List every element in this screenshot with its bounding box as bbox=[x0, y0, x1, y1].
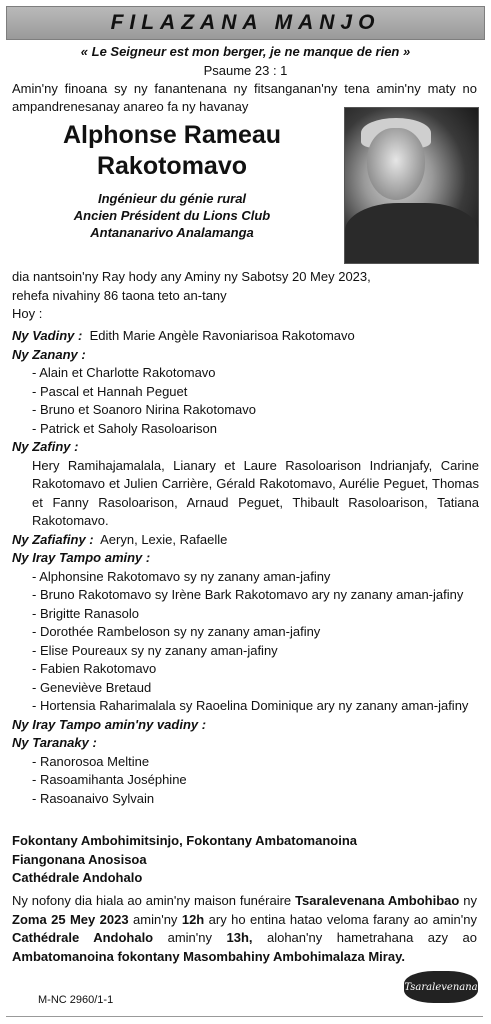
grandchildren-text: Hery Ramihajamalala, Lianary et Laure Rasoloarison Indrianjafy, Carine Rakotomavo et Julien Carrière, Gérald Rakotomavo, Aurélie Peguet, Thomas et Fanny Rasoloarison, Arnaud Peguet, Thibault Rasoloarison, Tatiana Rakotomavo. bbox=[32, 457, 479, 528]
title-line: Ingénieur du génie rural bbox=[97, 191, 247, 206]
list-item: - Dorothée Rambeloson sy ny zanany aman-jafiny bbox=[32, 624, 321, 639]
grandchildren-label: Ny Zafiny : bbox=[12, 439, 79, 454]
list-item: - Hortensia Raharimalala sy Raoelina Dominique ary ny zanany aman-jafiny bbox=[32, 698, 469, 713]
communities-section bbox=[12, 832, 479, 888]
intro-text: Amin'ny finoana sy ny fanantenana ny fitsanganan'ny tena amin'ny maty no ampandrenesanay anareo fa ny havanay bbox=[12, 81, 477, 114]
community-line: Cathédrale Andohalo bbox=[12, 870, 143, 885]
funeral-text: ny bbox=[459, 893, 477, 908]
funeral-text: Ny nofony dia hiala ao amin'ny maison funéraire bbox=[12, 893, 296, 908]
funeral-date: Zoma 25 Mey 2023 bbox=[12, 911, 129, 927]
family-section bbox=[12, 327, 479, 808]
spouse-value: Edith Marie Angèle Ravoniarisoa Rakotomavo bbox=[89, 328, 355, 343]
spouse-siblings-label: Ny Iray Tampo amin'ny vadiny : bbox=[12, 716, 207, 732]
funeral-details bbox=[12, 892, 477, 966]
funeral-home: Tsaralevenana Ambohibao bbox=[295, 893, 460, 908]
departure-time: 12h bbox=[181, 911, 205, 927]
children-label: Ny Zanany : bbox=[12, 346, 86, 362]
burial-place: Ambatomanoina fokontany Masombahiny Ambohimalaza Miray. bbox=[12, 948, 405, 964]
siblings-label: Ny Iray Tampo aminy : bbox=[12, 550, 151, 565]
title-line: Ancien Président du Lions Club bbox=[73, 208, 271, 223]
death-notice bbox=[12, 268, 479, 324]
photo-face-shape bbox=[367, 128, 425, 200]
community-line: Fokontany Ambohimitsinjo, Fokontany Ambatomanoina bbox=[12, 833, 357, 848]
bible-quote: « Le Seigneur est mon berger, je ne manque de rien » bbox=[80, 44, 411, 59]
list-item: - Elise Poureaux sy ny zanany aman-jafiny bbox=[32, 642, 278, 658]
bottom-divider bbox=[6, 1016, 483, 1017]
funeral-text: alohan'ny hametrahana azy ao bbox=[252, 930, 477, 945]
death-line: dia nantsoin'ny Ray hody any Aminy ny Sabotsy 20 Mey 2023, bbox=[12, 269, 371, 284]
list-item: - Bruno et Soanoro Nirina Rakotomavo bbox=[32, 402, 257, 417]
logo-text: Tsaralevenana bbox=[404, 981, 478, 993]
great-grandchildren-row bbox=[12, 531, 479, 550]
list-item: - Ranorosoa Meltine bbox=[32, 753, 150, 769]
list-item: - Bruno Rakotomavo sy Irène Bark Rakotomavo ary ny zanany aman-jafiny bbox=[32, 587, 464, 602]
community-line: Fiangonana Anosisoa bbox=[12, 851, 147, 867]
deceased-first-name: Alphonse Rameau bbox=[62, 121, 282, 149]
list-item: - Geneviève Bretaud bbox=[32, 679, 152, 695]
age-line: rehefa nivahiny 86 taona teto an-tany bbox=[12, 287, 227, 303]
great-grandchildren-value: Aeryn, Lexie, Rafaelle bbox=[100, 531, 228, 547]
deceased-photo bbox=[344, 107, 479, 264]
funeral-text: amin'ny bbox=[128, 911, 182, 927]
spouse-row bbox=[12, 327, 479, 346]
list-item: - Alphonsine Rakotomavo sy ny zanany aman-jafiny bbox=[32, 568, 331, 584]
funeral-text: amin'ny bbox=[153, 930, 227, 945]
funeral-home-logo bbox=[404, 971, 478, 1003]
psalm-reference: Psaume 23 : 1 bbox=[203, 63, 288, 78]
great-grandchildren-label: Ny Zafiafiny : bbox=[12, 531, 94, 547]
list-item: - Pascal et Hannah Peguet bbox=[32, 383, 188, 399]
list-item: - Alain et Charlotte Rakotomavo bbox=[32, 365, 216, 380]
hoy-line: Hoy : bbox=[12, 306, 43, 321]
relatives-label: Ny Taranaky : bbox=[12, 735, 97, 750]
service-time: 13h, bbox=[226, 930, 253, 945]
list-item: - Patrick et Saholy Rasoloarison bbox=[32, 420, 217, 436]
photo-body-shape bbox=[345, 203, 478, 264]
church-name: Cathédrale Andohalo bbox=[12, 930, 154, 945]
list-item: - Rasoanaivo Sylvain bbox=[32, 790, 155, 806]
list-item: - Fabien Rakotomavo bbox=[32, 661, 157, 676]
header-title: FILAZANA MANJO bbox=[110, 11, 381, 34]
title-line: Antananarivo Analamanga bbox=[90, 225, 254, 240]
header-banner bbox=[6, 6, 485, 40]
deceased-last-name: Rakotomavo bbox=[96, 152, 248, 180]
deceased-titles bbox=[12, 190, 332, 241]
funeral-text: ary ho entina hatao veloma farany ao amin'ny bbox=[204, 911, 477, 927]
list-item: - Rasoamihanta Joséphine bbox=[32, 772, 187, 787]
list-item: - Brigitte Ranasolo bbox=[32, 605, 139, 621]
spouse-label: Ny Vadiny : bbox=[12, 328, 83, 343]
reference-code: M-NC 2960/1-1 bbox=[38, 994, 114, 1006]
deceased-name bbox=[12, 120, 332, 182]
